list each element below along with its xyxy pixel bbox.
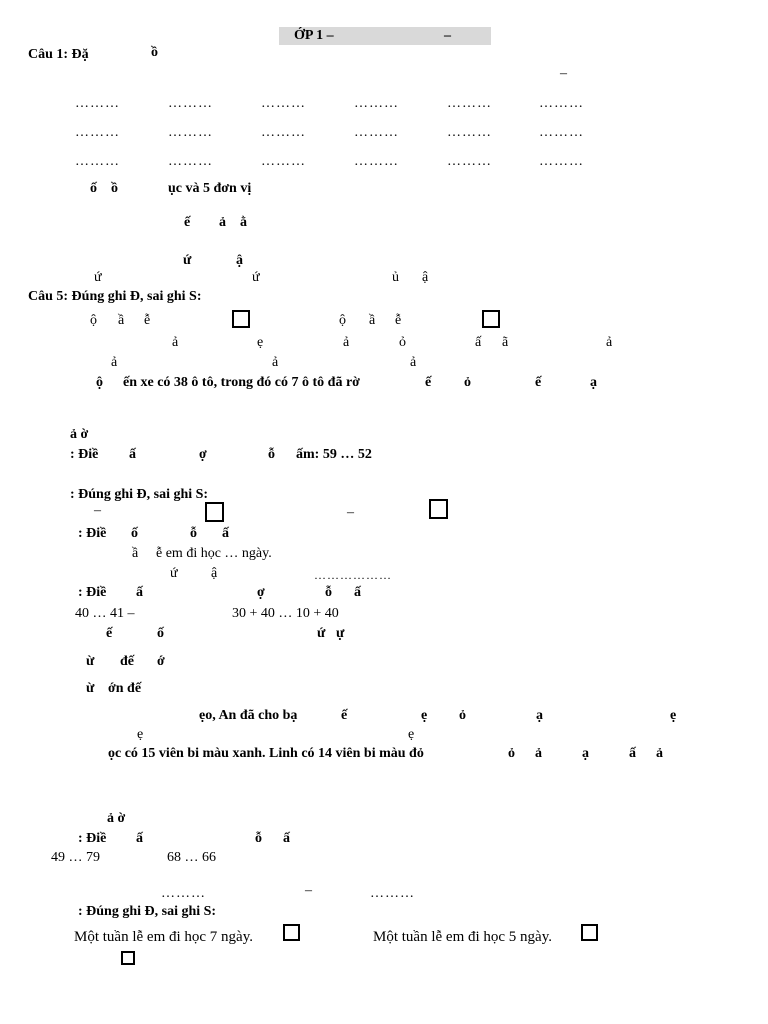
c5l1-d: ộ xyxy=(339,313,346,328)
qa-b: ồ xyxy=(111,181,118,196)
xe-b: ến xe có 38 ô tô, trong đó có 7 ô tô đã rờ xyxy=(123,375,360,390)
cau5-label: Câu 5: Đúng ghi Đ, sai ghi S: xyxy=(28,289,202,304)
c5l3-a: ả xyxy=(111,355,118,370)
dots-cell: ……… xyxy=(354,154,399,169)
keo-b: ế xyxy=(341,708,348,723)
line-e-a: ế xyxy=(106,626,113,641)
dots-row-right: ……… xyxy=(370,886,415,901)
c5l2-b: ẹ xyxy=(257,335,264,350)
xe-a: ộ xyxy=(96,375,103,390)
xe-e: ế xyxy=(535,375,542,390)
title-right: – xyxy=(444,28,451,43)
qb-a: ế xyxy=(184,215,191,230)
dien4-c: ấ xyxy=(283,831,290,846)
c5l1-f: ễ xyxy=(395,313,402,328)
keo2-a: ẹ xyxy=(137,727,144,742)
c5l2-e: ấ xyxy=(475,335,482,350)
bi-c: ả xyxy=(535,746,542,761)
xe-d: ỏ xyxy=(464,375,471,390)
qa-c: ục và 5 đơn vị xyxy=(168,181,252,196)
cau1-label-rest: ồ xyxy=(151,45,158,60)
thu-tu-b: ậ xyxy=(211,566,218,581)
c5l2-a: ả xyxy=(172,335,179,350)
dash-a: – xyxy=(94,503,101,518)
dien2-a: ố xyxy=(131,526,138,541)
thu-tu-dots: ……………… xyxy=(314,568,392,582)
tra-loi-2: ả ờ xyxy=(107,811,126,826)
cau1-dash: – xyxy=(560,66,567,81)
dots-cell: ……… xyxy=(261,154,306,169)
dots-row-dash: – xyxy=(305,883,312,898)
dien1-b: ợ xyxy=(199,447,207,462)
c5l2-g: ả xyxy=(606,335,613,350)
dots-row-left: ……… xyxy=(161,886,206,901)
keo-a: ẹo, An đã cho bạ xyxy=(199,708,298,723)
line-e-b: ố xyxy=(157,626,164,641)
c5l2-f: ã xyxy=(502,335,509,350)
keo-c: ẹ xyxy=(421,708,428,723)
qc-a: ứ xyxy=(183,253,192,268)
c5l1-c: ễ xyxy=(144,313,151,328)
qb-c: ằ xyxy=(240,215,247,230)
answer-checkbox[interactable] xyxy=(121,951,135,965)
bi-b: ỏ xyxy=(508,746,515,761)
dash-b: – xyxy=(347,505,354,520)
dien2-label: : Điề xyxy=(78,526,107,541)
dien2-b: ỗ xyxy=(190,526,197,541)
keo2-b: ẹ xyxy=(408,727,415,742)
dots-cell: ……… xyxy=(447,125,492,140)
dots-cell: ……… xyxy=(539,125,584,140)
answer-checkbox[interactable] xyxy=(232,310,250,328)
dien2-c: ấ xyxy=(222,526,229,541)
dots-cell: ……… xyxy=(75,154,120,169)
keo-d: ỏ xyxy=(459,708,466,723)
bi-a: ọc có 15 viên bi màu xanh. Linh có 14 viên bi màu đỏ xyxy=(108,746,424,761)
answer-checkbox[interactable] xyxy=(581,924,598,941)
dien1-c: ỗ xyxy=(268,447,275,462)
qd-b: ứ xyxy=(252,270,260,285)
expr2-right: 68 … 66 xyxy=(167,850,216,865)
dien4-label: : Điề xyxy=(78,831,107,846)
xe-f: ạ xyxy=(590,375,597,390)
c5l3-b: ả xyxy=(272,355,279,370)
dots-cell: ……… xyxy=(75,125,120,140)
c5l1-e: ầ xyxy=(369,313,376,328)
c5l3-c: ả xyxy=(410,355,417,370)
dots-cell: ……… xyxy=(354,125,399,140)
dien3-a: ấ xyxy=(136,585,143,600)
tra-loi-1: ả ờ xyxy=(70,427,89,442)
qd-d: ậ xyxy=(422,270,429,285)
qb-b: ả xyxy=(219,215,226,230)
dung-sai-2-label: : Đúng ghi Đ, sai ghi S: xyxy=(70,487,209,502)
dots-cell: ……… xyxy=(539,154,584,169)
last-left: Một tuần lễ em đi học 7 ngày. xyxy=(74,929,253,945)
answer-checkbox[interactable] xyxy=(283,924,300,941)
dots-cell: ……… xyxy=(354,96,399,111)
title-left: ỚP 1 – xyxy=(294,28,334,43)
dots-cell: ……… xyxy=(168,125,213,140)
dots-cell: ……… xyxy=(168,154,213,169)
keo-f: ẹ xyxy=(670,708,677,723)
expr1-right: 30 + 40 … 10 + 40 xyxy=(232,606,339,621)
qd-c: ủ xyxy=(392,270,399,285)
line-e-d: ự xyxy=(336,626,345,641)
answer-checkbox[interactable] xyxy=(482,310,500,328)
line-g-a: ừ xyxy=(86,681,95,696)
dots-cell: ……… xyxy=(75,96,120,111)
dots-cell: ……… xyxy=(261,125,306,140)
tuan-le-a: ầ xyxy=(132,546,139,561)
c5l1-b: ầ xyxy=(118,313,125,328)
keo-e: ạ xyxy=(536,708,543,723)
dien3-label: : Điề xyxy=(78,585,107,600)
line-g-b: ớn đế xyxy=(108,681,142,696)
dien1-d: ấm: 59 … 52 xyxy=(296,447,372,462)
dots-cell: ……… xyxy=(447,154,492,169)
answer-checkbox[interactable] xyxy=(429,499,448,519)
dien4-b: ỗ xyxy=(255,831,262,846)
dien3-c: ỗ xyxy=(325,585,332,600)
line-f-c: ớ xyxy=(157,654,165,669)
c5l2-c: ả xyxy=(343,335,350,350)
line-e-c: ứ xyxy=(317,626,326,641)
thu-tu-a: ứ xyxy=(170,566,178,581)
qd-a: ứ xyxy=(94,270,102,285)
expr2-left: 49 … 79 xyxy=(51,850,100,865)
dien1-a: ấ xyxy=(129,447,136,462)
dien3-d: ấ xyxy=(354,585,361,600)
cau1-label: Câu 1: Đặ xyxy=(28,47,89,62)
dots-cell: ……… xyxy=(261,96,306,111)
bi-f: ả xyxy=(656,746,663,761)
line-f-a: ừ xyxy=(86,654,95,669)
c5l2-d: ỏ xyxy=(399,335,406,350)
dien4-a: ấ xyxy=(136,831,143,846)
dung-sai-3-label: : Đúng ghi Đ, sai ghi S: xyxy=(78,904,217,919)
tuan-le-b: ễ em đi học … ngày. xyxy=(156,546,272,561)
dots-cell: ……… xyxy=(539,96,584,111)
expr1-left: 40 … 41 – xyxy=(75,606,135,621)
xe-c: ế xyxy=(425,375,432,390)
dots-cell: ……… xyxy=(168,96,213,111)
c5l1-a: ộ xyxy=(90,313,97,328)
qc-b: ậ xyxy=(236,253,243,268)
dots-cell: ……… xyxy=(447,96,492,111)
bi-d: ạ xyxy=(582,746,589,761)
last-right: Một tuần lễ em đi học 5 ngày. xyxy=(373,929,552,945)
dien3-b: ợ xyxy=(257,585,265,600)
bi-e: ấ xyxy=(629,746,636,761)
dien1-label: : Điề xyxy=(70,447,99,462)
line-f-b: đế xyxy=(120,654,134,669)
qa-a: ố xyxy=(90,181,97,196)
answer-checkbox[interactable] xyxy=(205,502,224,522)
